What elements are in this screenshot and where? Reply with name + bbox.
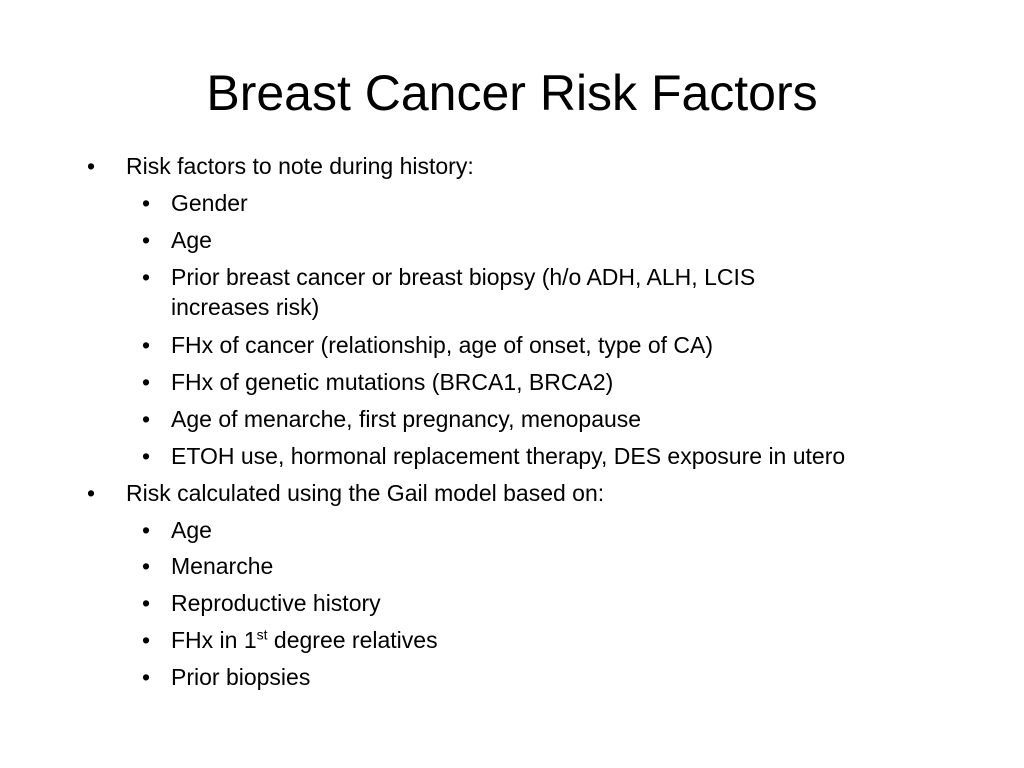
list-item-text: Menarche bbox=[171, 553, 274, 579]
bullet-icon: • bbox=[142, 443, 151, 469]
bullet-icon: • bbox=[142, 590, 151, 616]
list-item-text: FHx of cancer (relationship, age of onset, type of CA) bbox=[171, 332, 714, 358]
list-item bbox=[87, 479, 605, 507]
slide-title: Breast Cancer Risk Factors bbox=[206, 65, 818, 121]
list-item bbox=[142, 626, 438, 654]
bullet-icon: • bbox=[142, 369, 151, 395]
list-item bbox=[142, 226, 212, 254]
list-item-text: Age bbox=[171, 227, 212, 253]
bullet-icon: • bbox=[142, 664, 151, 690]
bullet-icon: • bbox=[142, 332, 151, 358]
bullet-icon: • bbox=[142, 264, 151, 290]
list-item-continuation bbox=[171, 293, 319, 321]
bullet-icon: • bbox=[87, 480, 96, 506]
bullet-icon: • bbox=[142, 553, 151, 579]
bullet-icon: • bbox=[87, 153, 96, 179]
list-item-text: Gender bbox=[171, 190, 248, 216]
list-item-text: Reproductive history bbox=[171, 590, 381, 616]
bullet-icon: • bbox=[142, 190, 151, 216]
superscript: st bbox=[256, 626, 268, 643]
list-item-text: Risk factors to note during history: bbox=[126, 153, 474, 179]
list-item-text: degree relatives bbox=[267, 627, 438, 653]
list-item bbox=[87, 152, 474, 180]
list-item bbox=[142, 405, 642, 433]
list-item bbox=[142, 331, 714, 359]
list-item bbox=[142, 516, 212, 544]
list-item-text: Age bbox=[171, 517, 212, 543]
bullet-icon: • bbox=[142, 627, 151, 653]
list-item-text: ETOH use, hormonal replacement therapy, DES exposure in utero bbox=[171, 443, 846, 469]
list-item bbox=[142, 589, 381, 617]
bullet-icon: • bbox=[142, 227, 151, 253]
list-item bbox=[142, 663, 311, 691]
list-item-text: FHx in 1 bbox=[171, 627, 257, 653]
list-item-text: Risk calculated using the Gail model based on: bbox=[126, 480, 605, 506]
list-item-text: FHx of genetic mutations (BRCA1, BRCA2) bbox=[171, 369, 614, 395]
list-item bbox=[142, 189, 248, 217]
bullet-icon: • bbox=[142, 517, 151, 543]
list-item-text: Prior breast cancer or breast biopsy (h/o ADH, ALH, LCIS bbox=[171, 264, 756, 290]
list-item bbox=[142, 368, 614, 396]
list-item-text: increases risk) bbox=[171, 294, 320, 320]
list-item bbox=[142, 552, 274, 580]
list-item-text: Prior biopsies bbox=[171, 664, 311, 690]
bullet-icon: • bbox=[142, 406, 151, 432]
list-item-text: Age of menarche, first pregnancy, menopause bbox=[171, 406, 642, 432]
list-item bbox=[142, 263, 756, 291]
list-item bbox=[142, 442, 846, 470]
